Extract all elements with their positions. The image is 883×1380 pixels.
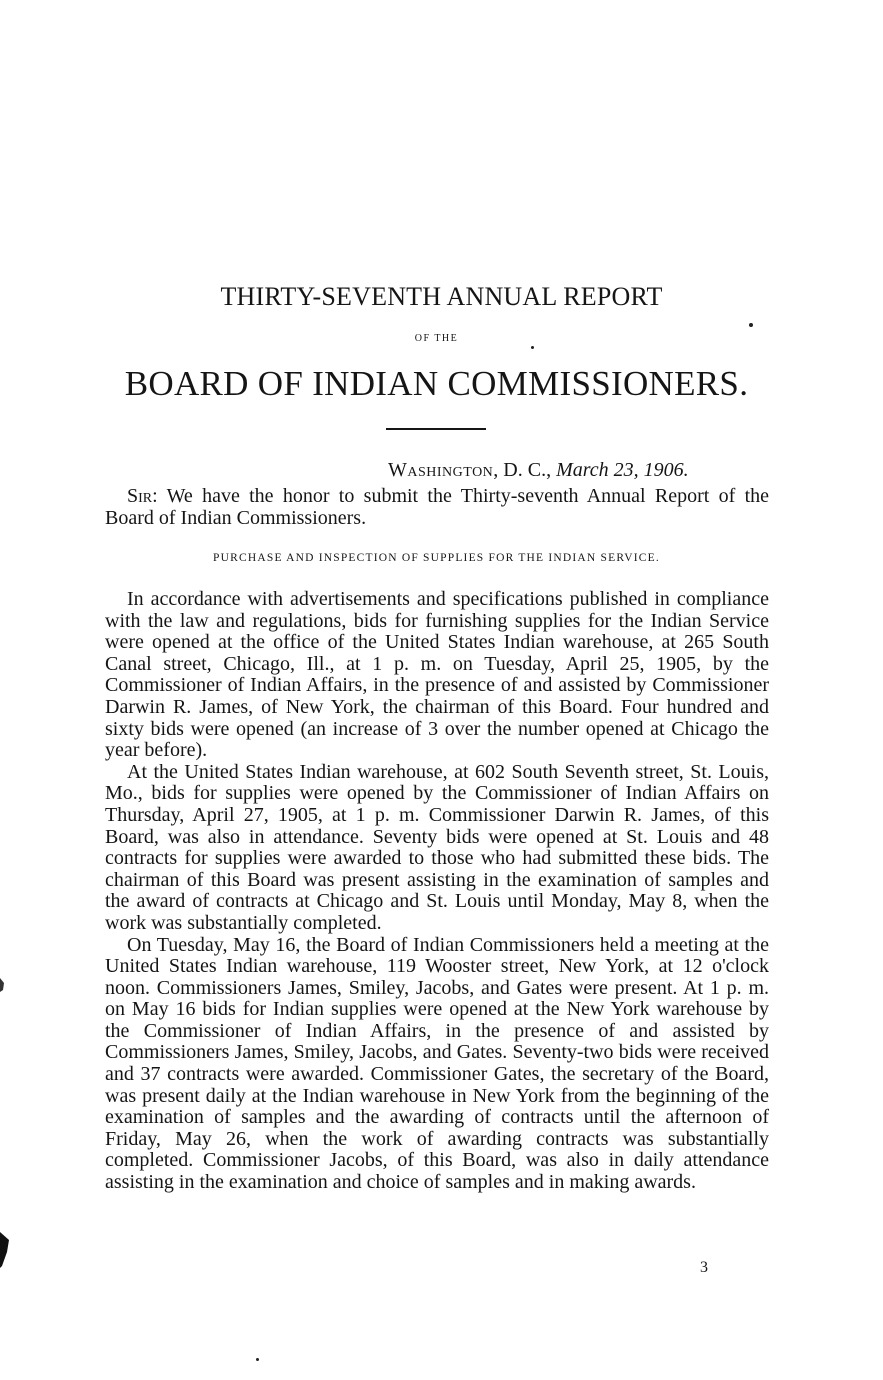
paragraph: At the United States Indian warehouse, at 602 South Seventh street, St. Louis, Mo., bids for supplies were opened by the Commissioner of Indian Affairs on Thursday, April 27, 1905, at 1 p. m. Commissioner Darwin R. James, of this Board, was also in attendance. Seventy bids were opened at St. Louis and 48 contracts for supplies were awarded to those who had submitted these bids. The chairman of this Board was present assisting in the examination of samples and the award of contracts at Chicago and St. Louis until Monday, May 8, when the work was substantially completed. <box>105 760 769 934</box>
board-title: BOARD OF INDIAN COMMISSIONERS. <box>124 364 749 403</box>
dateline-state: , D. C., <box>493 459 557 481</box>
report-title: THIRTY-SEVENTH ANNUAL REPORT <box>220 282 663 311</box>
paragraph: In accordance with advertisements and specifications published in compliance with the law and regulations, bids for furnishing supplies for the Indian Service were opened at the office of the United States Indian warehouse, at 265 South Canal street, Chicago, Ill., at 1 p. m. on Tuesday, April 25, 1905, by the Commissioner of Indian Affairs, in the presence of and assisted by Commissioner Darwin R. James, of New York, the chairman of this Board. Four hundred and sixty bids were opened (an increase of 3 over the number opened at Chicago the year before). <box>105 588 769 762</box>
paragraph: On Tuesday, May 16, the Board of Indian Commissioners held a meeting at the United States Indian warehouse, 119 Wooster street, New York, at 12 o'clock noon. Commissioners James, Smiley, Jacobs, and Gates were present. At 1 p. m. on May 16 bids for Indian supplies were opened at the New York warehouse by the Commissioner of Indian Affairs, in the presence of and assisted by Commissioners James, Smiley, Jacobs, and Gates. Seventy-two bids were received and 37 contracts were awarded. Commissioner Gates, the secretary of the Board, was present daily at the Indian warehouse in New York from the beginning of the examination of samples and the awarding of contracts until the afternoon of Friday, May 26, when the work of awarding contracts was substantially completed. Commissioner Jacobs, of this Board, was also in daily attendance assisting in the examination and choice of samples and in making awards. <box>105 933 769 1194</box>
salutation-text: We have the honor to submit the Thirty-seventh Annual Report of the Board of Indian Commissioners. <box>105 485 769 529</box>
dateline-place: Washington <box>388 459 494 481</box>
salutation <box>105 485 769 529</box>
scan-speck <box>256 1358 259 1361</box>
dateline-date: March 23, 1906. <box>556 459 689 481</box>
section-heading: PURCHASE AND INSPECTION OF SUPPLIES FOR THE INDIAN SERVICE. <box>213 552 660 564</box>
salutation-greeting: Sir: <box>127 485 158 507</box>
scan-edge-mark <box>0 1232 10 1268</box>
scan-edge-mark <box>0 978 5 992</box>
title-connector: OF THE <box>414 333 459 344</box>
body-text <box>105 589 769 1194</box>
scan-speck <box>531 346 534 349</box>
dateline <box>388 459 689 482</box>
scan-speck <box>749 323 753 327</box>
title-rule <box>386 428 486 430</box>
page-number: 3 <box>700 1259 708 1276</box>
